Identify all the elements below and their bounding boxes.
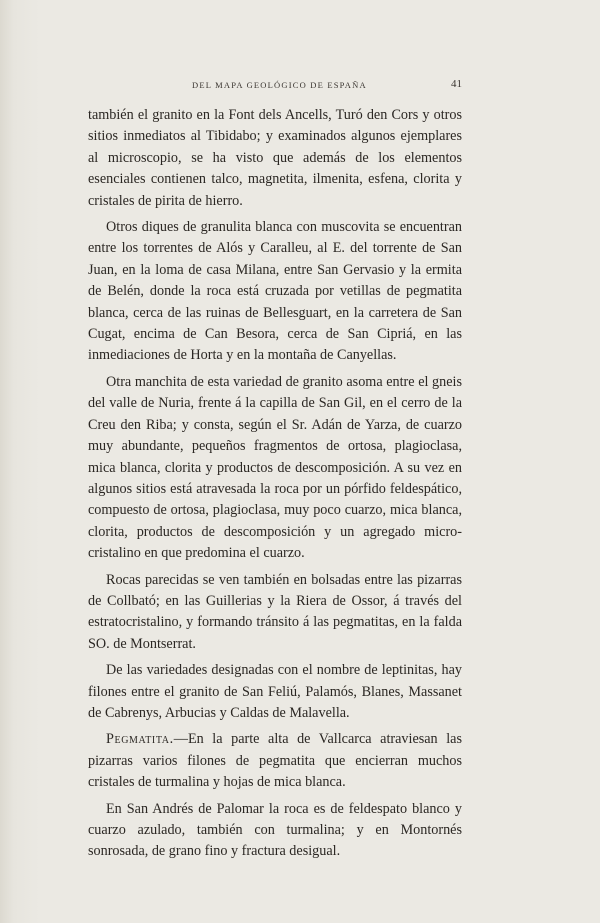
paragraph-1 [88,105,462,212]
paragraph-2-text: Otros diques de granulita blanca con muscovita se encuentran entre los torrentes de Alós y Caralleu, al E. del torrente de San Juan, en la loma de casa Milana, entre San Gervasio y la ermita de Belén, donde la roca está cruzada por vetillas de pegmatita blanca, cerca de las ruinas de Bellesguart, en la carretera de San Cugat, encima de Can Besora, cerca de San Cipriá, en las inmediaciones de Horta y en la montaña de Canyellas. [88,219,462,364]
paragraph-3 [88,372,462,565]
running-head: DEL MAPA GEOLÓGICO DE ESPAÑA [192,80,367,90]
paragraph-5 [88,660,462,724]
page-number: 41 [451,78,462,90]
page-header [88,80,462,96]
paragraph-2 [88,217,462,367]
paragraph-6 [88,729,462,793]
body-text [88,105,462,868]
paragraph-5-text: De las variedades designadas con el nombre de leptinitas, hay filones entre el granito de San Feliú, Palamós, Blanes, Massanet de Cabrenys, Arbucias y Caldas de Malavella. [88,662,462,721]
paragraph-7 [88,799,462,863]
paragraph-3-text: Otra manchita de esta variedad de granito asoma entre el gneis del valle de Nuria, frente á la capilla de San Gil, en el cerro de la Creu den Riba; y consta, según el Sr. Adán de Yarza, de cuarzo muy abundante, pequeños fragmentos de ortosa, plagioclasa, mica blanca, clorita y productos de descomposición. A su vez en algunos sitios está atravesada la roca por un pórfido feldespático, compuesto de ortosa, plagioclasa, muy poco cuarzo, mica blanca, clorita, productos de descomposición y un agregado micro-cristalino en que predomina el cuarzo. [88,373,462,562]
paragraph-4-text: Rocas parecidas se ven también en bolsadas entre las pizarras de Collbató; en las Guillerias y la Riera de Ossor, á través del estratocristalino, y formando tránsito á las pegmatitas, en la falda SO. de Montserrat. [88,571,462,652]
paragraph-7-text: En San Andrés de Palomar la roca es de feldespato blanco y cuarzo azulado, también con turmalina; y en Montornés sonrosada, de grano fino y fractura desigual. [88,800,462,860]
paragraph-1-text: también el granito en la Font dels Ancells, Turó den Cors y otros sitios inmediatos al Tibidabo; y examinados algunos ejemplares al microscopio, se ha visto que además de los elementos esenciales contienen talco, magnetita, ilmenita, esfena, clorita y cristales de pirita de hierro. [88,107,462,209]
paragraph-4 [88,570,462,656]
section-label-pegmatita: Pegmatita. [106,731,174,748]
paragraph-6-text: —En la parte alta de Vallcarca atraviesan las pizarras varios filones de pegmatita que encierran muchos cristales de turmalina y hojas de mica blanca. [88,731,462,791]
